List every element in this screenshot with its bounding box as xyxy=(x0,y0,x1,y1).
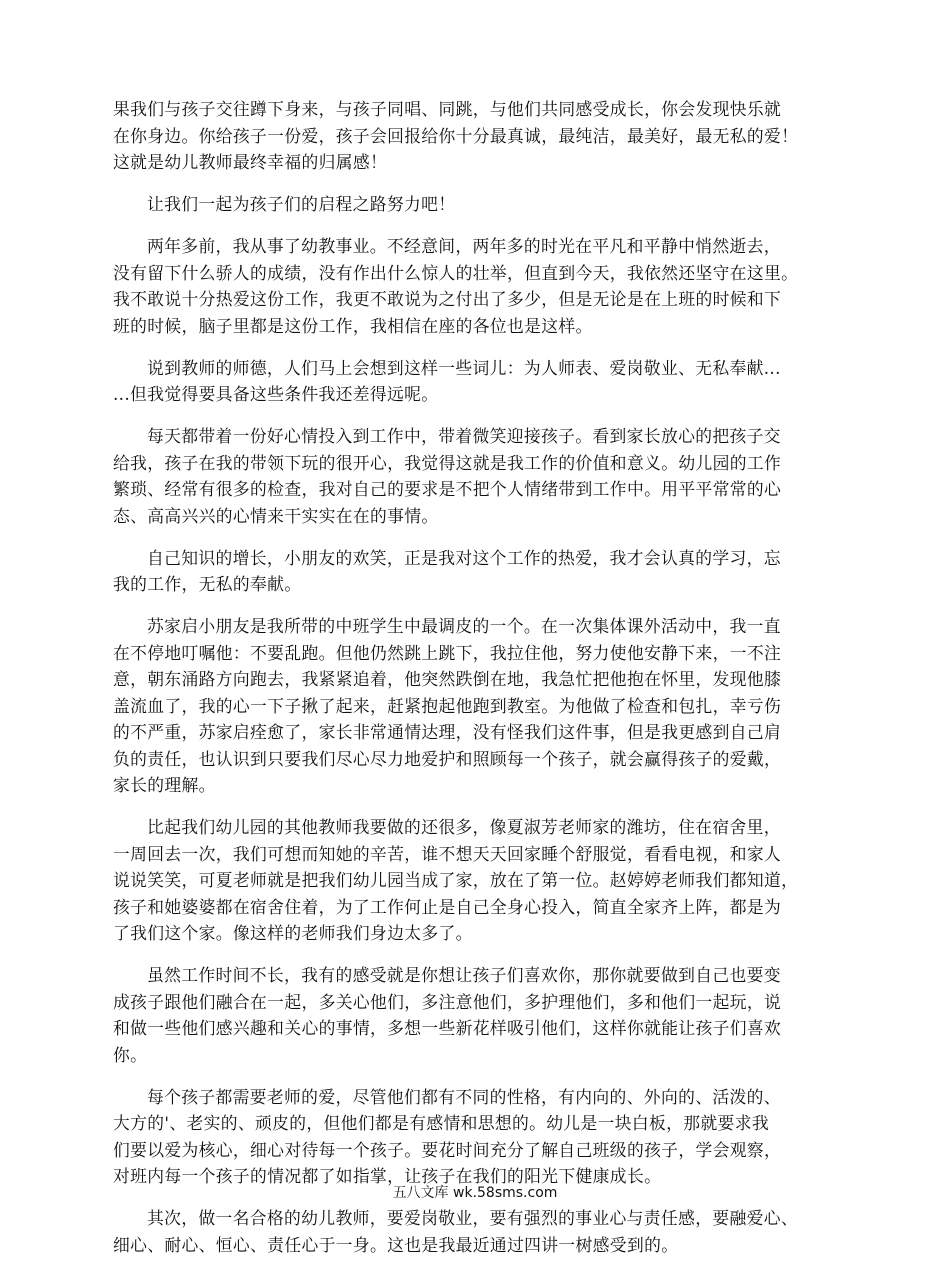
page-footer: 五八文库 wk.58sms.com xyxy=(392,1185,558,1201)
text-line: 比起我们幼儿园的其他教师我要做的还很多，像夏淑芳老师家的潍坊，住在宿舍里， xyxy=(147,817,781,837)
text-line: 两年多前，我从事了幼教事业。不经意间，两年多的时光在平凡和平静中悄然逝去， xyxy=(147,236,781,256)
text-line: 对班内每一个孩子的情况都了如指掌，让孩子在我们的阳光下健康成长。 xyxy=(113,1166,662,1186)
text-line: 在你身边。你给孩子一份爱，孩子会回报给你十分最真诚，最纯洁，最美好，最无私的爱！ xyxy=(113,125,799,146)
text-line: 孩子和她婆婆都在宿舍住着，为了工作何止是自己全身心投入，简直全家齐上阵，都是为 xyxy=(113,896,782,917)
text-line: 成孩子跟他们融合在一起，多关心他们，多注意他们，多护理他们，多和他们一起玩，说 xyxy=(113,991,782,1012)
paragraph xyxy=(113,423,855,529)
text-line: 给我，孩子在我的带领下玩的很开心，我觉得这就是我工作的价值和意义。幼儿园的工作 xyxy=(113,452,782,473)
text-line: 没有留下什么骄人的成绩，没有作出什么惊人的壮举，但直到今天，我依然还坚守在这里。 xyxy=(113,262,799,283)
paragraph xyxy=(113,613,855,799)
paragraph xyxy=(113,1084,855,1190)
text-line: 在不停地叮嘱他：不要乱跑。但他仍然跳上跳下，我拉住他，努力使他安静下来，一不注 xyxy=(113,642,782,663)
text-line: 你。 xyxy=(113,1044,148,1065)
text-line: 意，朝东涌路方向跑去，我紧紧追着，他突然跌倒在地，我急忙把他抱在怀里，发现他膝 xyxy=(113,669,782,689)
document-body xyxy=(113,96,855,1274)
text-line: 繁琐、经常有很多的检查，我对自己的要求是不把个人情绪带到工作中。用平平常常的心 xyxy=(113,479,782,499)
text-line: 每个孩子都需要老师的爱，尽管他们都有不同的性格，有内向的、外向的、活泼的、 xyxy=(147,1086,781,1107)
paragraph xyxy=(113,545,855,598)
text-line: 其次，做一名合格的幼儿教师，要爱岗敬业，要有强烈的事业心与责任感，要融爱心、 xyxy=(147,1208,798,1228)
text-line: 每天都带着一份好心情投入到工作中，带着微笑迎接孩子。看到家长放心的把孩子交 xyxy=(147,426,781,446)
text-line: 说说笑笑，可夏老师就是把我们幼儿园当成了家，放在了第一位。赵婷婷老师我们都知道， xyxy=(113,870,799,890)
text-line: 家长的理解。 xyxy=(113,775,216,795)
text-line: 们要以爱为核心，细心对待每一个孩子。要花时间充分了解自己班级的孩子，学会观察， xyxy=(113,1139,782,1160)
text-line: 大方的'、老实的、顽皮的，但他们都是有感情和思想的。幼儿是一块白板，那就要求我 xyxy=(113,1113,769,1133)
text-line: ...但我觉得要具备这些条件我还差得远呢。 xyxy=(113,384,439,404)
paragraph xyxy=(113,355,855,408)
paragraph xyxy=(113,233,855,339)
text-line: 虽然工作时间不长，我有的感受就是你想让孩子们喜欢你，那你就要做到自己也要变 xyxy=(147,965,781,985)
text-line: 果我们与孩子交往蹲下身来，与孩子同唱、同跳，与他们共同感受成长，你会发现快乐就 xyxy=(113,99,782,119)
text-line: 和做一些他们感兴趣和关心的事情，多想一些新花样吸引他们，这样你就能让孩子们喜欢 xyxy=(113,1018,782,1038)
paragraph xyxy=(113,814,855,947)
text-line: 苏家启小朋友是我所带的中班学生中最调皮的一个。在一次集体课外活动中，我一直 xyxy=(147,616,781,636)
paragraph xyxy=(113,962,855,1068)
text-line: 盖流血了，我的心一下子揪了起来，赶紧抱起他跑到教室。为他做了检查和包扎，幸亏伤 xyxy=(113,695,782,716)
text-line: 了我们这个家。像这样的老师我们身边太多了。 xyxy=(113,923,473,943)
text-line: 我不敢说十分热爱这份工作，我更不敢说为之付出了多少，但是无论是在上班的时候和下 xyxy=(113,289,782,309)
paragraph xyxy=(113,1205,855,1258)
paragraph xyxy=(113,191,855,218)
text-line: 让我们一起为孩子们的启程之路努力吧！ xyxy=(147,194,456,214)
text-line: 一周回去一次，我们可想而知她的辛苦，谁不想天天回家睡个舒服觉，看看电视，和家人 xyxy=(113,843,782,864)
text-line: 说到教师的师德，人们马上会想到这样一些词儿：为人师表、爱岗敬业、无私奉献... xyxy=(147,357,781,378)
paragraph xyxy=(113,96,855,176)
text-line: 自己知识的增长，小朋友的欢笑，正是我对这个工作的热爱，我才会认真的学习，忘 xyxy=(147,547,781,568)
text-line: 态、高高兴兴的心情来干实实在在的事情。 xyxy=(113,505,439,526)
text-line: 我的工作，无私的奉献。 xyxy=(113,574,302,594)
text-line: 负的责任，也认识到只要我们尽心尽力地爱护和照顾每一个孩子，就会赢得孩子的爱戴， xyxy=(113,748,782,769)
text-line: 这就是幼儿教师最终幸福的归属感！ xyxy=(113,152,388,172)
text-line: 班的时候，脑子里都是这份工作，我相信在座的各位也是这样。 xyxy=(113,315,593,336)
text-line: 的不严重，苏家启痊愈了，家长非常通情达理，没有怪我们这件事，但是我更感到自己肩 xyxy=(113,722,782,742)
text-line: 细心、耐心、恒心、责任心于一身。这也是我最近通过四讲一树感受到的。 xyxy=(113,1234,679,1255)
